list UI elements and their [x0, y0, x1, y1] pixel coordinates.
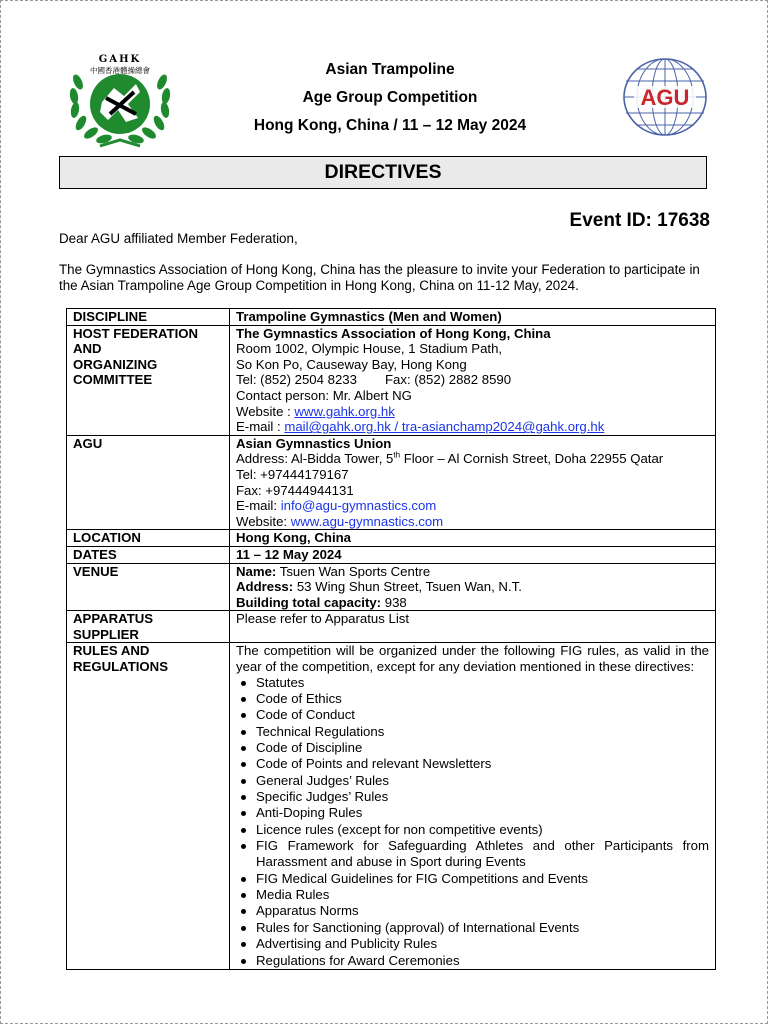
- agu-fax: Fax: +97444944131: [236, 482, 354, 498]
- rules-label: [67, 643, 230, 969]
- agu-value: [230, 435, 716, 530]
- agu-label: AGU: [67, 435, 230, 530]
- host-label-line4: COMMITTEE: [73, 372, 153, 388]
- intro-paragraph: The Gymnastics Association of Hong Kong, China has the pleasure to invite your Federation to participate in the Asian Trampoline Age Group Competition in Hong Kong, China on 11-12 May, 2024.: [59, 262, 700, 293]
- dates-label: DATES: [67, 546, 230, 563]
- header-title-line2: Age Group Competition: [302, 89, 478, 106]
- apparatus-value: Please refer to Apparatus List: [230, 611, 716, 643]
- host-email-label: E-mail :: [236, 419, 285, 435]
- table-row-agu: [67, 435, 716, 530]
- salutation: Dear AGU affiliated Member Federation,: [59, 231, 298, 246]
- table-row-venue: [67, 563, 716, 611]
- apparatus-label: [67, 611, 230, 643]
- venue-name: Tsuen Wan Sports Centre: [276, 563, 431, 579]
- apparatus-label-line1: APPARATUS: [73, 611, 154, 627]
- table-row-host: [67, 325, 716, 435]
- host-label: [67, 325, 230, 435]
- host-website-row: [236, 404, 709, 420]
- rules-list: [236, 675, 709, 969]
- info-table: [66, 308, 716, 970]
- table-row-apparatus: [67, 611, 716, 643]
- list-item: Advertising and Publicity Rules: [256, 936, 709, 952]
- list-item: Anti-Doping Rules: [256, 805, 709, 821]
- host-label-line1: HOST FEDERATION: [73, 325, 199, 341]
- header-title-line3: Hong Kong, China / 11 – 12 May 2024: [253, 117, 527, 134]
- header-title-line1: Asian Trampoline: [325, 61, 455, 78]
- list-item: Technical Regulations: [256, 724, 709, 740]
- venue-capacity-row: [236, 595, 709, 611]
- host-tel: Tel: (852) 2504 8233: [236, 372, 357, 388]
- agu-name: Asian Gymnastics Union: [236, 435, 392, 451]
- agu-email-row: [236, 498, 709, 514]
- table-row-location: [67, 530, 716, 547]
- host-address-line1: Room 1002, Olympic House, 1 Stadium Path,: [236, 341, 503, 357]
- directives-title: DIRECTIVES: [59, 156, 707, 189]
- list-item: Rules for Sanctioning (approval) of International Events: [256, 920, 709, 936]
- table-row-discipline: [67, 309, 716, 326]
- agu-website-label: Website:: [236, 513, 291, 529]
- host-fax: Fax: (852) 2882 8590: [384, 372, 512, 388]
- list-item: Apparatus Norms: [256, 903, 709, 919]
- agu-logo-text: AGU: [640, 85, 690, 110]
- list-item: General Judges’ Rules: [256, 773, 709, 789]
- host-value: [230, 325, 716, 435]
- list-item: FIG Framework for Safeguarding Athletes and other Participants from Harassment and abuse in Sport during Events: [256, 838, 709, 870]
- host-email-row: [236, 419, 709, 435]
- gahk-logo-text: GAHK: [98, 54, 142, 65]
- dates-value: 11 – 12 May 2024: [230, 546, 716, 563]
- list-item: Code of Conduct: [256, 707, 709, 723]
- agu-email-link[interactable]: info@agu-gymnastics.com: [280, 498, 437, 514]
- agu-website-row: [236, 514, 709, 530]
- venue-name-label: Name:: [236, 563, 277, 579]
- venue-address-row: [236, 579, 709, 595]
- agu-address-sup: th: [393, 450, 401, 460]
- rules-value: [230, 643, 716, 969]
- host-website-label: Website :: [236, 403, 295, 419]
- host-email-link[interactable]: mail@gahk.org.hk / tra-asianchamp2024@gahk.org.hk: [284, 419, 605, 435]
- agu-logo: [620, 56, 710, 138]
- location-value: Hong Kong, China: [230, 530, 716, 547]
- host-website-link[interactable]: www.gahk.org.hk: [294, 403, 395, 419]
- host-label-line3: ORGANIZING: [73, 356, 158, 372]
- gahk-logo: [66, 52, 174, 150]
- agu-tel: Tel: +97444179167: [236, 466, 349, 482]
- venue-address: 53 Wing Shun Street, Tsuen Wan, N.T.: [293, 579, 522, 595]
- venue-address-label: Address:: [236, 579, 294, 595]
- list-item: FIG Medical Guidelines for FIG Competitions and Events: [256, 871, 709, 887]
- rules-label-line1: RULES AND: [73, 643, 150, 659]
- list-item: Code of Points and relevant Newsletters: [256, 756, 709, 772]
- list-item: Licence rules (except for non competitive events): [256, 822, 709, 838]
- rules-intro: The competition will be organized under the following FIG rules, as valid in the year of the competition, except for any deviation mentioned in these directives:: [236, 643, 709, 675]
- event-id: Event ID: 17638: [569, 210, 710, 231]
- host-contact: Contact person: Mr. Albert NG: [236, 387, 412, 403]
- host-name: The Gymnastics Association of Hong Kong, China: [236, 325, 551, 341]
- table-row-rules: [67, 643, 716, 969]
- agu-address-post: Floor – Al Cornish Street, Doha 22955 Qatar: [400, 451, 664, 467]
- host-phone-fax: [236, 372, 709, 388]
- list-item: Statutes: [256, 675, 709, 691]
- table-row-dates: [67, 546, 716, 563]
- list-item: Code of Ethics: [256, 691, 709, 707]
- discipline-label: DISCIPLINE: [67, 309, 230, 326]
- venue-label: VENUE: [67, 563, 230, 611]
- venue-name-row: [236, 564, 709, 580]
- agu-website-link[interactable]: www.agu-gymnastics.com: [290, 513, 444, 529]
- gahk-logo-chinese: 中國香港體操總會: [90, 66, 150, 75]
- host-label-line2: AND: [73, 341, 102, 357]
- venue-capacity: 938: [381, 594, 407, 610]
- list-item: Code of Discipline: [256, 740, 709, 756]
- agu-email-label: E-mail:: [236, 498, 281, 514]
- list-item: Media Rules: [256, 887, 709, 903]
- list-item: Specific Judges’ Rules: [256, 789, 709, 805]
- apparatus-label-line2: SUPPLIER: [73, 626, 139, 642]
- rules-label-line2: REGULATIONS: [73, 659, 168, 675]
- agu-address: [236, 451, 709, 467]
- venue-value: [230, 563, 716, 611]
- discipline-value: Trampoline Gymnastics (Men and Women): [230, 309, 716, 326]
- location-label: LOCATION: [67, 530, 230, 547]
- venue-capacity-label: Building total capacity:: [236, 594, 382, 610]
- host-address-line2: So Kon Po, Causeway Bay, Hong Kong: [236, 356, 467, 372]
- agu-address-pre: Address: Al-Bidda Tower, 5: [236, 451, 394, 467]
- list-item: Regulations for Award Ceremonies: [256, 953, 709, 969]
